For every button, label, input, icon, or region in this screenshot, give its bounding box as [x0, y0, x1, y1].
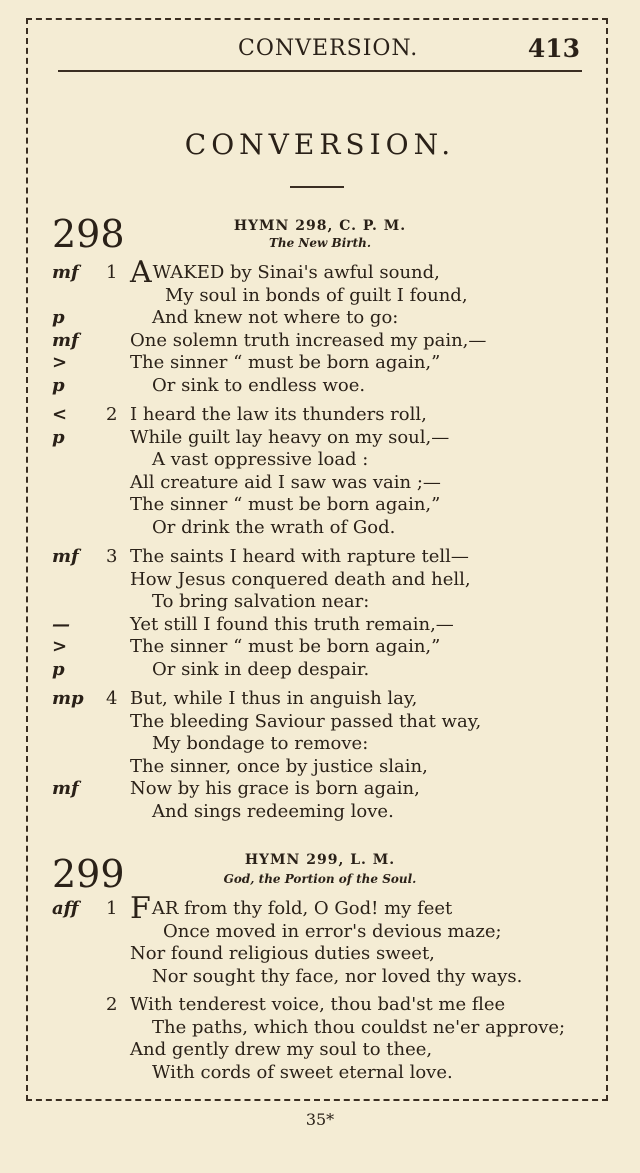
dynamic-marking: < — [52, 404, 68, 425]
hymn-line-text: The saints I heard with rapture tell— — [130, 546, 469, 567]
hymn-line-text: WAKED by Sinai's awful sound, — [152, 262, 440, 283]
hymn-line-text: The sinner “ must be born again,” — [130, 352, 441, 373]
hymn-line — [152, 801, 394, 823]
hymn-line-text: The sinner, once by justice slain, — [130, 756, 428, 777]
hymn-line-text: Or sink to endless woe. — [152, 375, 366, 396]
verse-number: 3 — [106, 546, 118, 567]
running-head — [58, 34, 582, 72]
hymn-number: 299 — [52, 852, 125, 896]
hymn-line-text: Nor sought thy face, nor loved thy ways. — [152, 966, 523, 987]
dynamic-marking: p — [52, 307, 65, 328]
hymn-number: 298 — [52, 212, 125, 256]
dynamic-marking: p — [52, 375, 65, 396]
hymn-line — [165, 285, 468, 307]
hymn-line — [130, 711, 481, 733]
dynamic-marking: mf — [52, 330, 79, 351]
dynamic-marking: mf — [52, 262, 79, 283]
hymn-line-text: While guilt lay heavy on my soul,— — [130, 427, 450, 448]
hymn-line-text: All creature aid I saw was vain ;— — [130, 472, 441, 493]
section-title: CONVERSION. — [184, 128, 456, 161]
dynamic-marking: mp — [52, 688, 84, 709]
hymn-line-text: And knew not where to go: — [152, 307, 399, 328]
verse-number: 4 — [106, 688, 118, 709]
hymn-heading: HYMN 298, C. P. M. — [233, 218, 407, 234]
dynamic-marking: p — [52, 427, 65, 448]
drop-cap: A — [130, 255, 152, 290]
section-divider — [290, 186, 344, 188]
hymn-heading: HYMN 299, L. M. — [244, 852, 396, 868]
hymn-line — [152, 733, 368, 755]
hymn-line — [130, 352, 440, 374]
hymn-line-text: With cords of sweet eternal love. — [152, 1062, 453, 1083]
hymn-line-text: My bondage to remove: — [152, 733, 369, 754]
hymn-line-text: The bleeding Saviour passed that way, — [130, 711, 482, 732]
hymn-line — [152, 517, 395, 539]
hymn-line-text: How Jesus conquered death and hell, — [130, 569, 471, 590]
hymn-line — [130, 494, 440, 516]
hymn-line — [163, 921, 502, 943]
dynamic-marking: > — [52, 636, 68, 657]
hymn-line — [130, 546, 469, 568]
hymn-line — [130, 404, 427, 426]
hymn-line — [152, 1062, 453, 1084]
hymn-subtitle: The New Birth. — [268, 236, 372, 250]
hymn-line — [130, 1039, 432, 1061]
hymn-line-text: To bring salvation near: — [152, 591, 370, 612]
hymn-line — [152, 307, 398, 329]
dynamic-marking: > — [52, 352, 68, 373]
hymn-line-text: Or drink the wrath of God. — [152, 517, 396, 538]
dynamic-marking: mf — [52, 778, 79, 799]
hymn-line — [130, 636, 440, 658]
hymn-line-text: AR from thy fold, O God! my feet — [151, 898, 453, 919]
hymn-line — [152, 449, 368, 471]
hymn-line-text: With tenderest voice, thou bad'st me flee — [130, 994, 506, 1015]
hymn-line — [130, 330, 486, 352]
hymn-line — [152, 375, 365, 397]
hymn-line-text: I heard the law its thunders roll, — [130, 404, 427, 425]
hymn-line-text: Yet still I found this truth remain,— — [130, 614, 454, 635]
dynamic-marking: p — [52, 659, 65, 680]
drop-cap: F — [130, 891, 151, 926]
hymn-subtitle: God, the Portion of the Soul. — [223, 872, 417, 886]
hymn-line — [130, 569, 471, 591]
verse-number: 2 — [106, 404, 118, 425]
hymn-line — [130, 614, 454, 636]
hymn-line-text: And sings redeeming love. — [152, 801, 394, 822]
hymn-line — [130, 255, 440, 290]
verse-number: 1 — [106, 898, 118, 919]
hymn-line — [130, 427, 449, 449]
hymn-line-text: My soul in bonds of guilt I found, — [165, 285, 468, 306]
verse-number: 1 — [106, 262, 118, 283]
verse-number: 2 — [106, 994, 118, 1015]
hymn-line-text: The sinner “ must be born again,” — [130, 636, 441, 657]
hymn-line-text: Nor found religious duties sweet, — [130, 943, 435, 964]
hymn-line-text: A vast oppressive load : — [152, 449, 369, 470]
dynamic-marking: — — [52, 614, 70, 635]
hymn-line-text: One solemn truth increased my pain,— — [130, 330, 487, 351]
hymn-line-text: The sinner “ must be born again,” — [130, 494, 441, 515]
hymn-line — [130, 891, 453, 926]
hymn-line — [130, 688, 417, 710]
dynamic-marking: aff — [52, 898, 79, 919]
hymn-line — [130, 778, 420, 800]
hymn-line — [130, 943, 435, 965]
hymn-line-text: Once moved in error's devious maze; — [163, 921, 502, 942]
hymn-line-text: And gently drew my soul to thee, — [130, 1039, 433, 1060]
hymn-line-text: Now by his grace is born again, — [130, 778, 420, 799]
running-head-title: CONVERSION. — [238, 36, 419, 61]
signature-mark: 35* — [305, 1110, 335, 1129]
hymn-line — [152, 591, 369, 613]
page-number: 413 — [527, 34, 580, 63]
hymn-line — [152, 966, 522, 988]
hymn-line — [152, 659, 369, 681]
hymn-line-text: But, while I thus in anguish lay, — [130, 688, 418, 709]
hymn-line — [152, 1017, 565, 1039]
hymn-line — [130, 994, 505, 1016]
hymn-line — [130, 472, 441, 494]
hymn-line-text: Or sink in deep despair. — [152, 659, 370, 680]
hymn-line-text: The paths, which thou couldst ne'er approve; — [152, 1017, 566, 1038]
dynamic-marking: mf — [52, 546, 79, 567]
hymn-line — [130, 756, 428, 778]
